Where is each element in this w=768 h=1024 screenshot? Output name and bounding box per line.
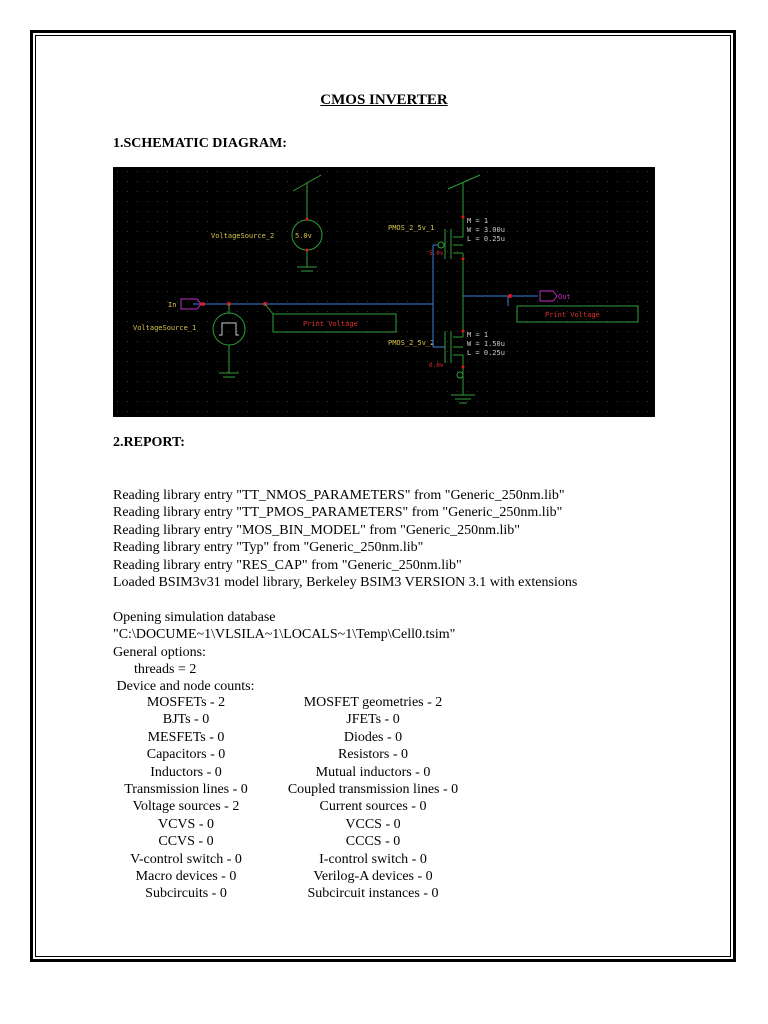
report-log [113,487,577,696]
pmos-w: W = 3.00u [467,226,505,234]
count-item: Coupled transmission lines - 0 [287,781,459,797]
document-title: CMOS INVERTER [320,92,448,108]
report-line: Opening simulation database [113,609,276,625]
nmos-w: W = 1.50u [467,340,505,348]
device-counts-right [268,694,478,903]
count-item: Current sources - 0 [319,799,427,815]
count-item: Inductors - 0 [150,764,222,780]
nmos-m: M = 1 [467,331,489,339]
count-item: Resistors - 0 [338,747,408,763]
report-line: Device and node counts: [113,679,255,695]
count-item: V-control switch - 0 [130,851,242,867]
pmos-bulk: 5.0v [429,250,444,257]
count-item: JFETs - 0 [346,712,400,728]
node-dot [462,258,465,261]
vs1-label: VoltageSource_1 [133,324,197,332]
count-item: Mutual inductors - 0 [315,764,431,780]
nmos-label: PMOS_2_5v_2 [388,339,435,347]
report-line [113,591,577,608]
section-heading-schematic: 1.SCHEMATIC DIAGRAM: [113,136,287,151]
nmos-l: L = 0.25u [467,349,505,357]
count-item: Subcircuits - 0 [145,886,227,902]
count-item: I-control switch - 0 [319,851,427,867]
count-item: Diodes - 0 [343,729,403,745]
section-heading-report: 2.REPORT: [113,435,185,450]
node-dot [462,330,465,333]
input-pin-label: In [168,301,177,309]
report-line: Reading library entry "TT_NMOS_PARAMETERS" from "Generic_250nm.lib" [113,488,565,503]
count-item: Verilog-A devices - 0 [313,868,433,884]
report-line: Reading library entry "TT_PMOS_PARAMETERS" from "Generic_250nm.lib" [113,505,563,521]
device-counts-left [113,694,259,903]
count-item: VCVS - 0 [157,816,214,832]
count-item: Macro devices - 0 [135,868,237,884]
pmos-label: PMOS_2_5v_1 [388,224,435,232]
report-line: Loaded BSIM3v31 model library, Berkeley BSIM3 VERSION 3.1 with extensions [113,574,578,590]
vs2-label: VoltageSource_2 [211,232,275,240]
output-pin-label: Out [558,293,571,301]
count-item: Subcircuit instances - 0 [307,886,439,902]
vs2-value: 5.0v [295,232,312,240]
pmos-l: L = 0.25u [467,235,505,243]
count-item: Transmission lines - 0 [124,781,248,797]
schematic-diagram [113,167,655,417]
report-line: General options: [113,644,206,660]
report-line: Reading library entry "RES_CAP" from "Generic_250nm.lib" [113,557,462,573]
count-item: CCVS - 0 [158,834,214,850]
count-item: Capacitors - 0 [146,747,226,763]
nmos-bulk: 0.0v [429,362,444,369]
print-voltage-input-label: Print Voltage [303,320,358,328]
report-line: Reading library entry "Typ" from "Generic_250nm.lib" [113,540,424,556]
count-item: Voltage sources - 2 [132,799,240,815]
node-dot [306,218,309,221]
count-item: MOSFET geometries - 2 [303,695,443,710]
node-dot [306,249,309,252]
report-line: threads = 2 [113,661,197,677]
node-dot [462,216,465,219]
count-item: BJTs - 0 [162,712,210,728]
count-item: CCCS - 0 [345,834,401,850]
print-voltage-output-label: Print Voltage [545,311,600,319]
pmos-m: M = 1 [467,217,489,225]
node-dot [462,366,465,369]
report-line: Reading library entry "MOS_BIN_MODEL" from "Generic_250nm.lib" [113,522,521,538]
count-item: MOSFETs - 2 [146,695,226,710]
report-line: "C:\DOCUME~1\VLSILA~1\LOCALS~1\Temp\Cell0.tsim" [113,627,456,643]
count-item: MESFETs - 0 [147,729,225,745]
grid-background [113,167,655,417]
count-item: VCCS - 0 [345,816,401,832]
